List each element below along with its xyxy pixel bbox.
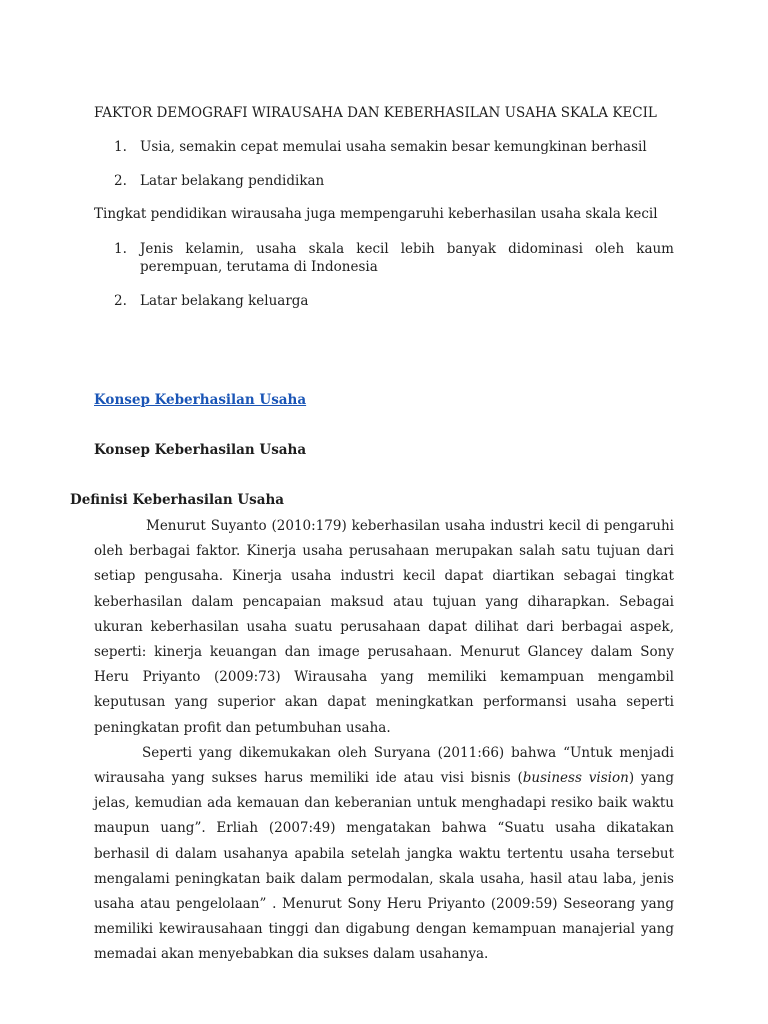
list-item-text: Usia, semakin cepat memulai usaha semakin besar kemungkinan berhasil bbox=[140, 139, 647, 155]
list-item-text: Latar belakang keluarga bbox=[140, 293, 309, 309]
body-text bbox=[94, 514, 674, 968]
list-item bbox=[94, 292, 674, 310]
demographic-list-2 bbox=[94, 240, 674, 310]
konsep-keberhasilan-link[interactable]: Konsep Keberhasilan Usaha bbox=[94, 392, 307, 408]
list-number: 1. bbox=[114, 139, 127, 155]
list-number: 2. bbox=[114, 293, 127, 309]
list-item bbox=[94, 138, 674, 156]
section-heading: Definisi Keberhasilan Usaha bbox=[70, 492, 285, 508]
document-title: FAKTOR DEMOGRAFI WIRAUSAHA DAN KEBERHASILAN USAHA SKALA KECIL bbox=[94, 105, 657, 121]
list-number: 2. bbox=[114, 173, 127, 189]
paragraph-1: Menurut Suyanto (2010:179) keberhasilan usaha industri kecil di pengaruhi oleh berbagai faktor. Kinerja usaha perusahaan merupakan salah satu tujuan dari setiap pengusaha. Kinerja usaha industri kecil dapat diartikan sebagai tingkat keberhasilan dalam pencapaian maksud atau tujuan yang diharapkan. Sebagai ukuran keberhasilan usaha suatu perusahaan dapat dilihat dari berbagai aspek, seperti: kinerja keuangan dan image perusahaan. Menurut Glancey dalam Sony Heru Priyanto (2009:73) Wirausaha yang memiliki kemampuan mengambil keputusan yang superior akan dapat meningkatkan performansi usaha seperti peningkatan profit dan petumbuhan usaha. bbox=[94, 518, 674, 736]
list-item-text: Latar belakang pendidikan bbox=[140, 173, 325, 189]
italic-term: business vision bbox=[522, 770, 629, 787]
list-item bbox=[94, 172, 674, 190]
paragraph-2: Seperti yang dikemukakan oleh Suryana (2011:66) bahwa “Untuk menjadi wirausaha yang sukses harus memiliki ide atau visi bisnis (business vision) yang jelas, kemudian ada kemauan dan keberanian untuk menghadapi resiko baik waktu maupun uang”. Erliah (2007:49) mengatakan bahwa “Suatu usaha dikatakan berhasil di dalam usahanya apabila setelah jangka waktu tertentu usaha tersebut mengalami peningkatan baik dalam permodalan, skala usaha, hasil atau laba, jenis usaha atau pengelolaan” . Menurut Sony Heru Priyanto (2009:59) Seseorang yang memiliki kewirausahaan tinggi dan digabung dengan kemampuan manajerial yang memadai akan menyebabkan dia sukses dalam usahanya. bbox=[94, 744, 674, 963]
list-item bbox=[94, 240, 674, 276]
list-number: 1. bbox=[114, 241, 127, 257]
education-note: Tingkat pendidikan wirausaha juga mempengaruhi keberhasilan usaha skala kecil bbox=[94, 206, 658, 222]
subheading: Konsep Keberhasilan Usaha bbox=[94, 442, 307, 458]
list-item-text: Jenis kelamin, usaha skala kecil lebih banyak didominasi oleh kaum perempuan, terutama di Indonesia bbox=[140, 241, 674, 275]
demographic-list-1 bbox=[94, 138, 674, 190]
